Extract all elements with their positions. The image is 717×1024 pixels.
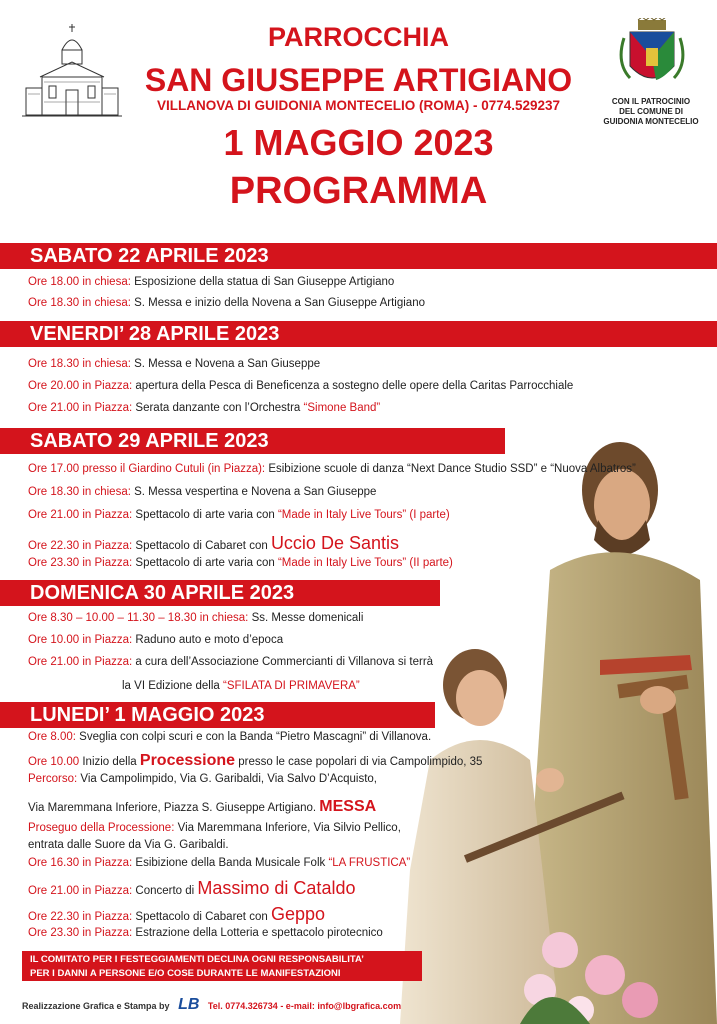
event-line: Ore 10.00 in Piazza: Raduno auto e moto d’epoca [28,634,284,646]
parish-address: VILLANOVA DI GUIDONIA MONTECELIO (ROMA) - 0774.529237 [156,98,561,113]
event-line: Ore 21.00 in Piazza: a cura dell’Associazione Commercianti di Villanova si terrà [28,656,434,668]
event-line: entrata dalle Suore da Via G. Garibaldi. [28,839,229,851]
disclaimer-box: IL COMITATO PER I FESTEGGIAMENTI DECLINA OGNI RESPONSABILITA’ PER I DANNI A PERSONE E/O COSE DURANTE LE MANIFESTAZIONI [22,951,422,981]
event-line: Ore 18.00 in chiesa: Esposizione della statua di San Giuseppe Artigiano [28,276,395,288]
event-line: Ore 18.30 in chiesa: S. Messa e inizio della Novena a San Giuseppe Artigiano [28,297,425,309]
event-line: Ore 20.00 in Piazza: apertura della Pesca di Beneficenza a sostegno delle opere della Caritas Parrocchiale [28,380,574,392]
day-header: SABATO 29 APRILE 2023 [0,428,505,454]
patronage-note: CON IL PATROCINIO DEL COMUNE DI GUIDONIA MONTECELIO [603,97,699,126]
event-line: Ore 18.30 in chiesa: S. Messa e Novena a San Giuseppe [28,358,321,370]
event-line: Ore 21.00 in Piazza: Spettacolo di arte varia con “Made in Italy Live Tours” (I parte) [28,509,450,521]
event-line: Ore 22.30 in Piazza: Spettacolo di Cabaret con Uccio De Santis [28,533,399,553]
day-header: DOMENICA 30 APRILE 2023 [0,580,440,606]
programme-title: PROGRAMMA [229,170,488,212]
event-line: Ore 17.00 presso il Giardino Cutuli (in Piazza): Esibizione scuole di danza “Next Dance Studio SSD” e “Nuova Albatros” [28,463,636,475]
footer-contact: Tel. 0774.326734 - e-mail: info@lbgrafica.com [207,1001,402,1011]
event-line: Ore 22.30 in Piazza: Spettacolo di Cabaret con Geppo [28,904,325,924]
footer-label: Realizzazione Grafica e Stampa by [22,1001,170,1011]
event-line: Ore 10.00 Inizio della Processione presso le case popolari di via Campolimpido, 35 [28,752,483,769]
day-header: VENERDI’ 28 APRILE 2023 [0,321,717,347]
day-header: LUNEDI’ 1 MAGGIO 2023 [0,702,435,728]
event-line: Proseguo della Processione: Via Maremmana Inferiore, Via Silvio Pellico, [28,822,401,834]
event-line: Ore 8.00: Sveglia con colpi scuri e con la Banda “Pietro Mascagni” di Villanova. [28,731,432,743]
event-date: 1 MAGGIO 2023 [223,122,494,163]
event-line: Ore 16.30 in Piazza: Esibizione della Banda Musicale Folk “LA FRUSTICA” [28,857,411,869]
event-line: Ore 21.00 in Piazza: Serata danzante con l’Orchestra “Simone Band” [28,402,381,414]
event-line: Percorso: Via Campolimpido, Via G. Garibaldi, Via Salvo D’Acquisto, [28,773,378,785]
event-line: Ore 23.30 in Piazza: Estrazione della Lotteria e spettacolo pirotecnico [28,927,383,939]
event-line: la VI Edizione della “SFILATA DI PRIMAVERA” [122,680,360,692]
day-header: SABATO 22 APRILE 2023 [0,243,717,269]
event-line: Ore 18.30 in chiesa: S. Messa vespertina e Novena a San Giuseppe [28,486,377,498]
footer [22,996,401,1014]
parish-label: PARROCCHIA [268,22,449,52]
event-line: Ore 21.00 in Piazza: Concerto di Massimo di Cataldo [28,878,356,898]
parish-name: SAN GIUSEPPE ARTIGIANO [144,62,573,98]
event-line: Via Maremmana Inferiore, Piazza S. Giuseppe Artigiano. MESSA [28,798,377,815]
event-line: Ore 23.30 in Piazza: Spettacolo di arte varia con “Made in Italy Live Tours” (II parte) [28,557,453,569]
event-line: Ore 8.30 – 10.00 – 11.30 – 18.30 in chiesa: Ss. Messe domenicali [28,612,364,624]
printer-logo: LB [178,996,200,1013]
